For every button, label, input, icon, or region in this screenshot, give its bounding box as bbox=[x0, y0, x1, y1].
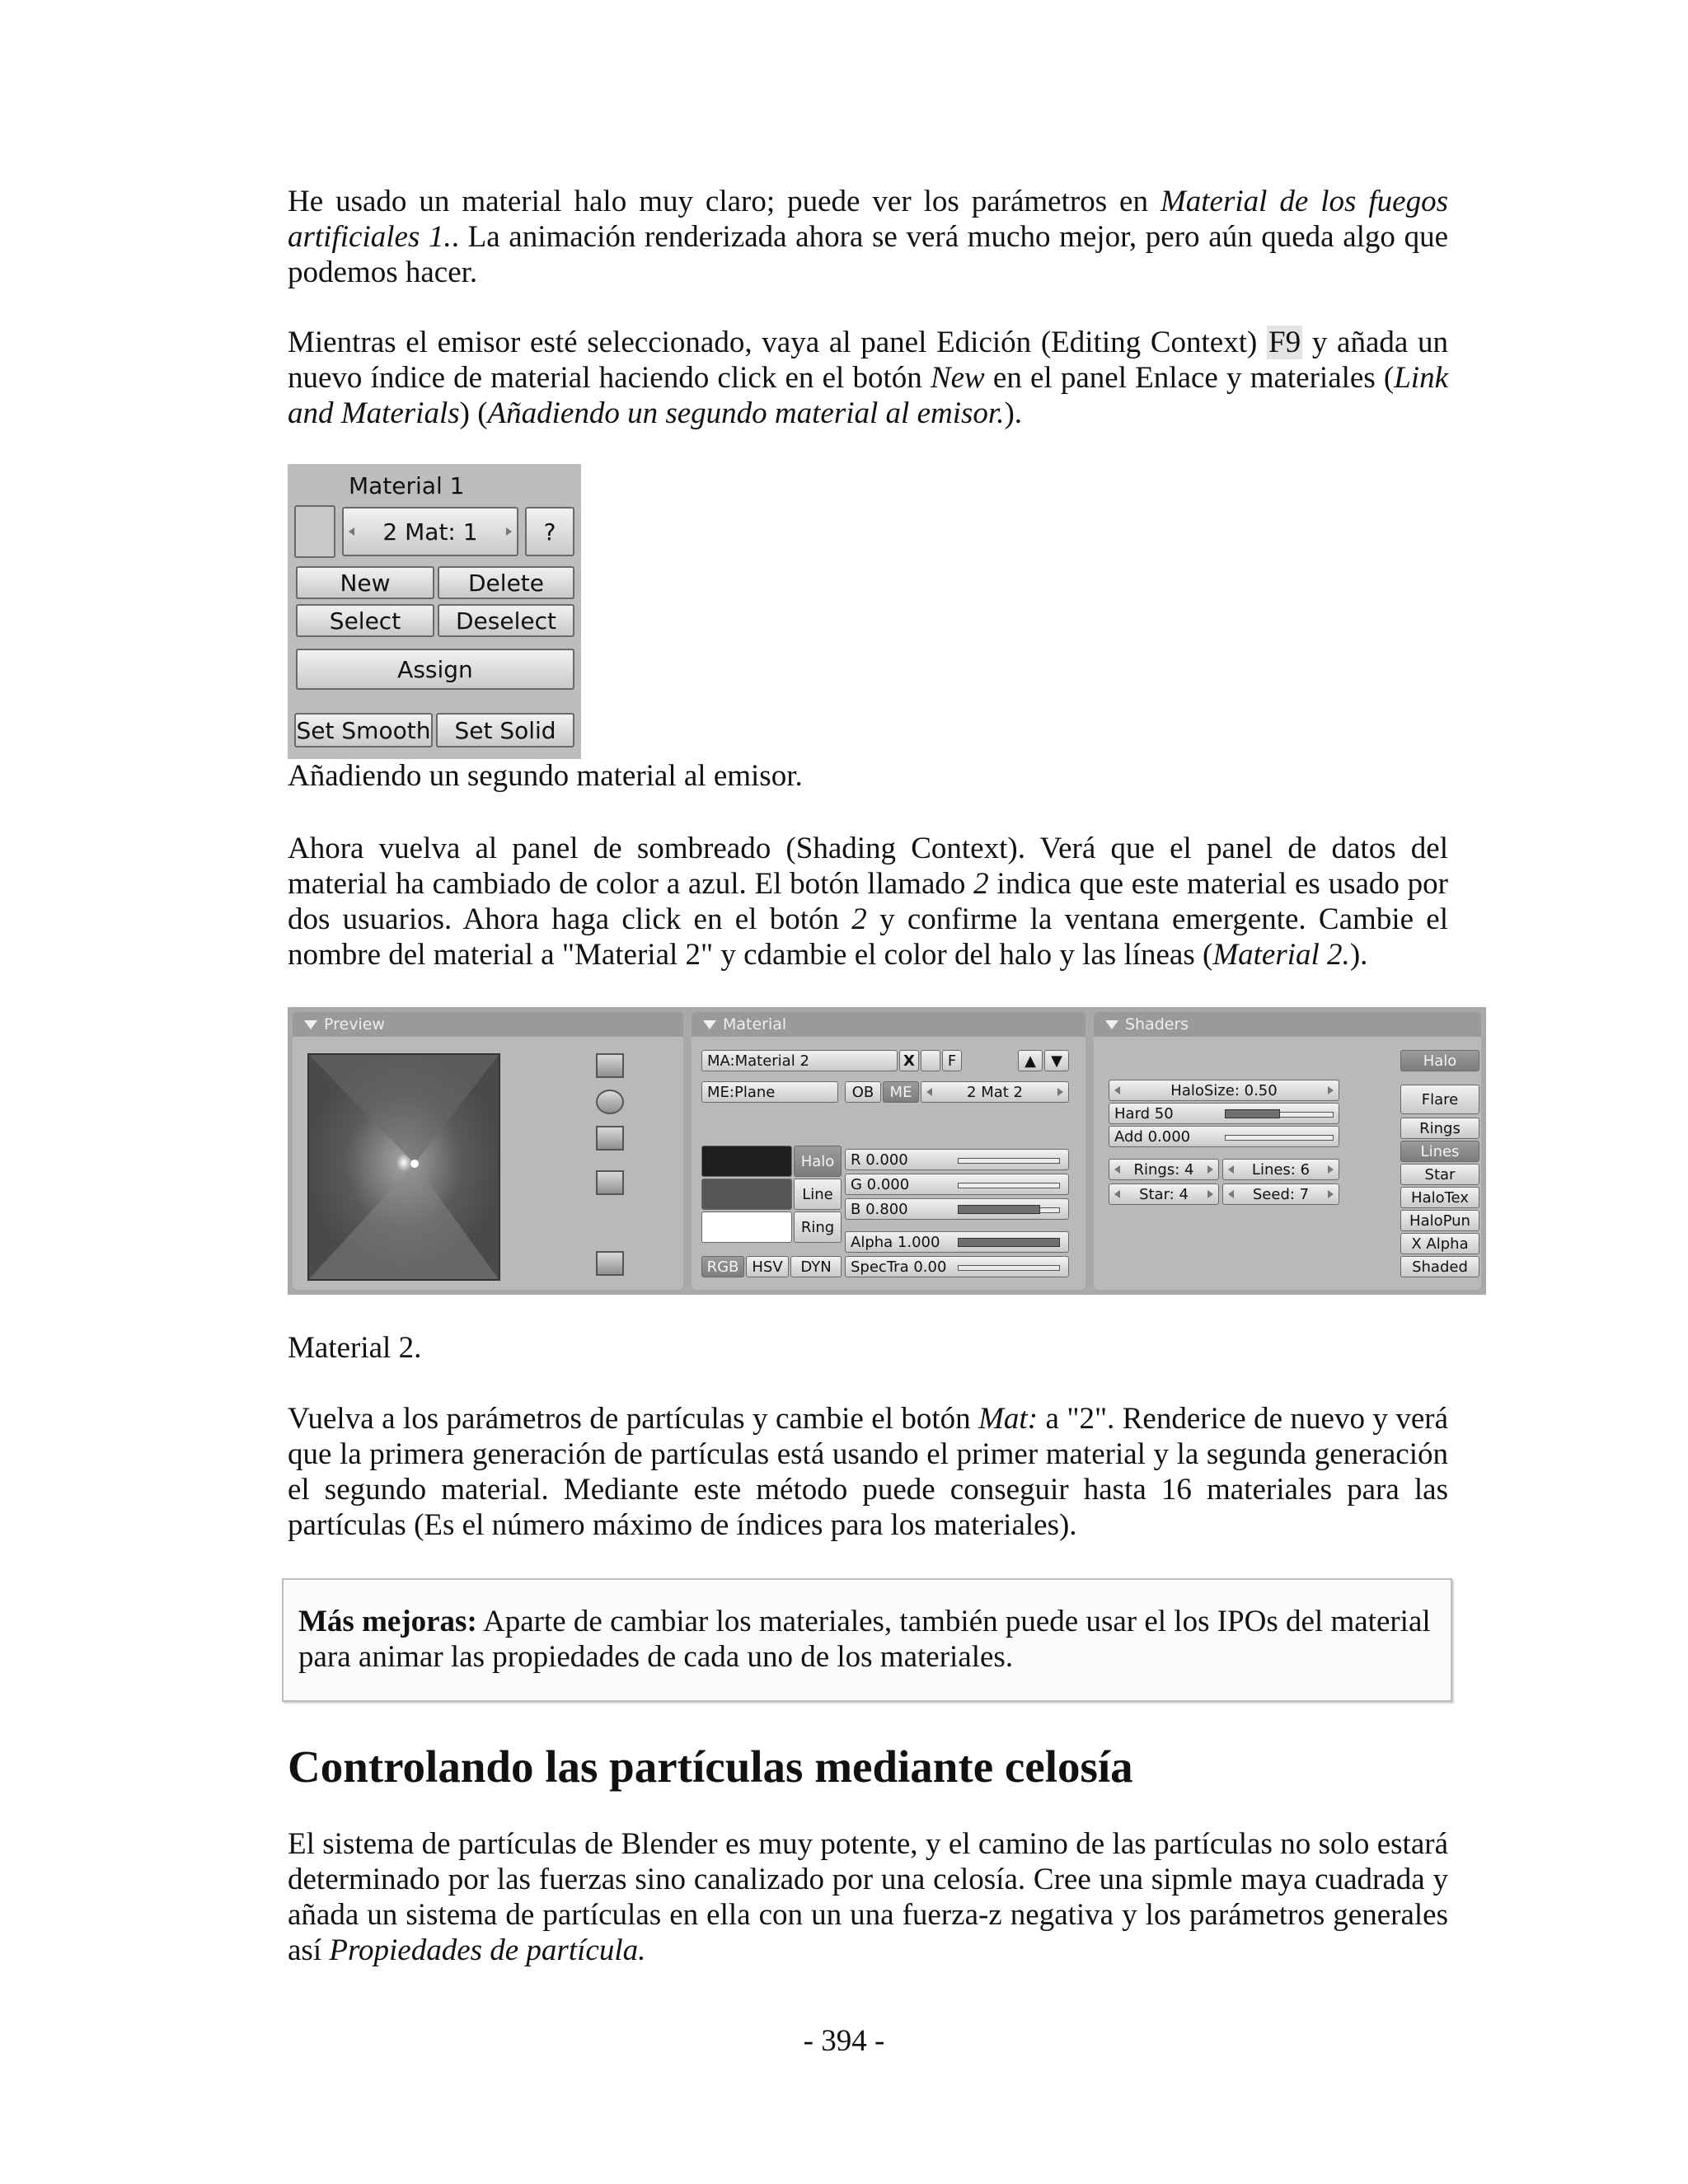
flare-toggle[interactable]: Flare bbox=[1400, 1085, 1479, 1114]
spectra-slider[interactable] bbox=[845, 1256, 1069, 1277]
preview-title: Preview bbox=[324, 1015, 385, 1033]
para2-new: New bbox=[930, 361, 985, 395]
collapse-triangle-icon[interactable] bbox=[703, 1020, 716, 1029]
increment-icon[interactable] bbox=[1328, 1165, 1334, 1174]
para2-link-materials: Link and Materials bbox=[288, 361, 1449, 430]
para1-text-2: . La animación renderizada ahora se verá mucho mejor, pero aún queda algo que podemos hacer. bbox=[288, 220, 1448, 289]
para2-text-5: ). bbox=[1004, 396, 1023, 430]
collapse-triangle-icon[interactable] bbox=[304, 1020, 317, 1029]
material-panel-title: Material 1 bbox=[349, 472, 465, 499]
material-header[interactable] bbox=[692, 1012, 1085, 1037]
green-slider-label: G 0.000 bbox=[851, 1175, 910, 1193]
material-name-field[interactable]: MA:Material 2 bbox=[701, 1050, 898, 1071]
halotex-toggle[interactable]: HaloTex bbox=[1400, 1187, 1479, 1208]
red-track bbox=[958, 1158, 1060, 1164]
para4-mat: Mat: bbox=[978, 1402, 1039, 1436]
set-solid-button[interactable]: Set Solid bbox=[436, 713, 574, 748]
blue-slider-label: B 0.800 bbox=[851, 1200, 908, 1218]
preview-plane-icon[interactable] bbox=[596, 1053, 624, 1078]
move-down-icon[interactable]: ▼ bbox=[1044, 1050, 1069, 1071]
blue-fill bbox=[958, 1205, 1040, 1214]
spectra-track bbox=[958, 1265, 1060, 1271]
select-button[interactable]: Select bbox=[296, 604, 434, 637]
para5-text: El sistema de partículas de Blender es muy potente, y el camino de las partículas no solo estará determinado por las fuerzas sino canalizado por una celosía. Cree una sipmle maya cuadrada y añada un sistema de partículas en ella con un una fuerza-z negativa y los parámetros generales así bbox=[288, 1827, 1448, 1967]
alpha-slider-label: Alpha 1.000 bbox=[851, 1233, 940, 1251]
star-toggle[interactable]: Star bbox=[1400, 1164, 1479, 1185]
halosize-label: HaloSize: 0.50 bbox=[1170, 1081, 1278, 1099]
figure-caption-1: Añadiendo un segundo material al emisor. bbox=[288, 759, 803, 793]
figure-caption-2: Material 2. bbox=[288, 1331, 422, 1365]
fake-user-button[interactable]: F bbox=[942, 1050, 962, 1071]
rings-field[interactable] bbox=[1109, 1159, 1219, 1180]
line-color-button[interactable]: Line bbox=[794, 1179, 842, 1210]
shaders-title: Shaders bbox=[1125, 1015, 1189, 1033]
hard-fill bbox=[1225, 1109, 1280, 1118]
halo-toggle[interactable]: Halo bbox=[1400, 1050, 1479, 1071]
green-slider[interactable] bbox=[845, 1174, 1069, 1195]
para5-figure-ref: Propiedades de partícula. bbox=[329, 1933, 646, 1967]
increment-icon[interactable] bbox=[1207, 1165, 1213, 1174]
help-button[interactable]: ? bbox=[525, 507, 574, 556]
para2-text-2: y añada un nuevo índice de material haciendo click en el botón bbox=[288, 326, 1448, 395]
decrement-icon[interactable] bbox=[1114, 1165, 1120, 1174]
hard-slider-label: Hard 50 bbox=[1114, 1104, 1174, 1122]
tip-body: Aparte de cambiar los materiales, también puede usar el los IPOs del material para animar las propiedades de cada uno de los materiales. bbox=[298, 1605, 1431, 1674]
para2-text: Mientras el emisor esté seleccionado, vaya al panel Edición (Editing Context) bbox=[288, 326, 1268, 359]
para3-text-2: indica que este material es usado por dos usuarios. Ahora haga click en el botón bbox=[288, 867, 1448, 936]
rings-label: Rings: 4 bbox=[1133, 1160, 1194, 1179]
preview-world-icon[interactable] bbox=[596, 1170, 624, 1195]
ring-color-swatch[interactable] bbox=[701, 1212, 792, 1243]
increment-icon[interactable] bbox=[506, 527, 512, 536]
para3-text: Ahora vuelva al panel de sombreado (Shading Context). Verá que el panel de datos del material ha cambiado de color a azul. El botón llamado bbox=[288, 832, 1448, 901]
move-up-icon[interactable]: ▲ bbox=[1018, 1050, 1043, 1071]
decrement-icon[interactable] bbox=[1228, 1190, 1234, 1198]
para3-num-2: 2 bbox=[851, 902, 867, 936]
material-count-label: 2 Mat 2 bbox=[967, 1083, 1023, 1101]
para3-num: 2 bbox=[973, 867, 989, 901]
hsv-mode-button[interactable]: HSV bbox=[746, 1256, 789, 1277]
para4-text-2: a "2". Renderice de nuevo y verá que la primera generación de partículas está usando el primer material y la segunda generación el segundo material. Mediante este método puede conseguir hasta 16 materiales para las partículas (Es el número máximo de índices para los materiales). bbox=[288, 1402, 1448, 1542]
para3-figure-ref: Material 2. bbox=[1212, 938, 1350, 972]
blue-slider[interactable] bbox=[845, 1198, 1069, 1220]
material-panel bbox=[692, 1012, 1085, 1290]
material-color-swatch[interactable] bbox=[294, 505, 335, 558]
preview-cube-icon[interactable] bbox=[596, 1126, 624, 1151]
auto-name-icon[interactable] bbox=[921, 1050, 940, 1071]
material-index-label: 2 Mat: 1 bbox=[382, 518, 478, 546]
seed-label: Seed: 7 bbox=[1252, 1185, 1310, 1203]
decrement-icon[interactable] bbox=[1114, 1190, 1120, 1198]
alpha-slider[interactable] bbox=[845, 1231, 1069, 1253]
material-title: Material bbox=[723, 1015, 787, 1033]
star-label: Star: 4 bbox=[1139, 1185, 1189, 1203]
hard-slider[interactable] bbox=[1109, 1103, 1339, 1124]
red-slider[interactable] bbox=[845, 1149, 1069, 1170]
mesh-name-field[interactable]: ME:Plane bbox=[701, 1081, 838, 1103]
rgb-mode-button[interactable]: RGB bbox=[701, 1256, 744, 1277]
para1-text: He usado un material halo muy claro; puede ver los parámetros en bbox=[288, 185, 1160, 218]
material-index-selector[interactable] bbox=[342, 507, 518, 556]
shaders-panel bbox=[1094, 1012, 1481, 1290]
section-heading: Controlando las partículas mediante celosía bbox=[288, 1741, 1133, 1792]
preview-lamp-icon[interactable] bbox=[596, 1251, 624, 1276]
halopuno-toggle[interactable]: HaloPun bbox=[1400, 1210, 1479, 1231]
halosize-field[interactable] bbox=[1109, 1080, 1339, 1101]
tip-text bbox=[298, 1604, 1444, 1675]
delete-button[interactable]: Delete bbox=[438, 566, 574, 599]
add-slider-label: Add 0.000 bbox=[1114, 1127, 1191, 1146]
shaded-toggle[interactable]: Shaded bbox=[1400, 1256, 1479, 1277]
preview-render bbox=[307, 1053, 500, 1281]
me-button[interactable]: ME bbox=[883, 1081, 919, 1103]
deselect-button[interactable]: Deselect bbox=[438, 604, 574, 637]
red-slider-label: R 0.000 bbox=[851, 1151, 908, 1169]
increment-icon[interactable] bbox=[1057, 1088, 1063, 1096]
paragraph-4 bbox=[288, 1401, 1448, 1543]
paragraph-1 bbox=[288, 184, 1448, 290]
spectra-slider-label: SpecTra 0.00 bbox=[851, 1258, 947, 1276]
xalpha-toggle[interactable]: X Alpha bbox=[1400, 1233, 1479, 1254]
tip-box bbox=[282, 1578, 1452, 1702]
key-f9: F9 bbox=[1268, 326, 1301, 359]
para1-link: Material de los fuegos artificiales 1. bbox=[288, 185, 1448, 254]
rings-toggle[interactable]: Rings bbox=[1400, 1118, 1479, 1139]
page-number: - 394 - bbox=[803, 2024, 885, 2058]
seed-field[interactable] bbox=[1222, 1183, 1339, 1205]
paragraph-2 bbox=[288, 325, 1448, 431]
material-links-panel bbox=[288, 464, 581, 759]
halo-color-swatch[interactable] bbox=[701, 1146, 792, 1177]
ring-color-button[interactable]: Ring bbox=[794, 1212, 842, 1243]
decrement-icon[interactable] bbox=[349, 527, 354, 536]
green-track bbox=[958, 1183, 1060, 1188]
preview-panel bbox=[293, 1012, 683, 1290]
line-color-swatch[interactable] bbox=[701, 1179, 792, 1210]
para2-text-4: ) ( bbox=[459, 396, 488, 430]
decrement-icon[interactable] bbox=[1114, 1086, 1120, 1094]
preview-sphere-icon[interactable] bbox=[596, 1090, 624, 1114]
alpha-fill bbox=[958, 1238, 1060, 1247]
increment-icon[interactable] bbox=[1328, 1086, 1334, 1094]
halo-color-button[interactable]: Halo bbox=[794, 1146, 842, 1177]
decrement-icon[interactable] bbox=[1228, 1165, 1234, 1174]
ob-button[interactable]: OB bbox=[845, 1081, 881, 1103]
blender-shading-panels bbox=[288, 1007, 1486, 1295]
set-smooth-button[interactable]: Set Smooth bbox=[294, 713, 433, 748]
preview-header[interactable] bbox=[293, 1012, 683, 1037]
para3-text-3: y confirme la ventana emergente. Cambie el nombre del material a "Material 2" y cdambie el color del halo y las líneas ( bbox=[288, 902, 1448, 972]
dyn-mode-button[interactable]: DYN bbox=[790, 1256, 842, 1277]
assign-button[interactable]: Assign bbox=[296, 649, 574, 690]
increment-icon[interactable] bbox=[1328, 1190, 1334, 1198]
material-count-field[interactable] bbox=[921, 1081, 1069, 1103]
collapse-triangle-icon[interactable] bbox=[1105, 1020, 1118, 1029]
lines-toggle[interactable]: Lines bbox=[1400, 1141, 1479, 1162]
increment-icon[interactable] bbox=[1207, 1190, 1213, 1198]
para3-text-4: ). bbox=[1349, 938, 1368, 972]
tip-label: Más mejoras: bbox=[298, 1605, 477, 1638]
paragraph-3 bbox=[288, 831, 1448, 972]
shaders-header[interactable] bbox=[1094, 1012, 1481, 1037]
star-field[interactable] bbox=[1109, 1183, 1219, 1205]
para4-text: Vuelva a los parámetros de partículas y cambie el botón bbox=[288, 1402, 979, 1436]
add-slider[interactable] bbox=[1109, 1126, 1339, 1147]
para2-figure-ref: Añadiendo un segundo material al emisor. bbox=[487, 396, 1005, 430]
lines-label: Lines: 6 bbox=[1251, 1160, 1311, 1179]
para2-text-3: en el panel Enlace y materiales ( bbox=[984, 361, 1395, 395]
unlink-material-button[interactable]: X bbox=[899, 1050, 919, 1071]
new-button[interactable]: New bbox=[296, 566, 434, 599]
lines-field[interactable] bbox=[1222, 1159, 1339, 1180]
decrement-icon[interactable] bbox=[926, 1088, 932, 1096]
add-track bbox=[1225, 1135, 1334, 1141]
paragraph-5 bbox=[288, 1826, 1448, 1968]
